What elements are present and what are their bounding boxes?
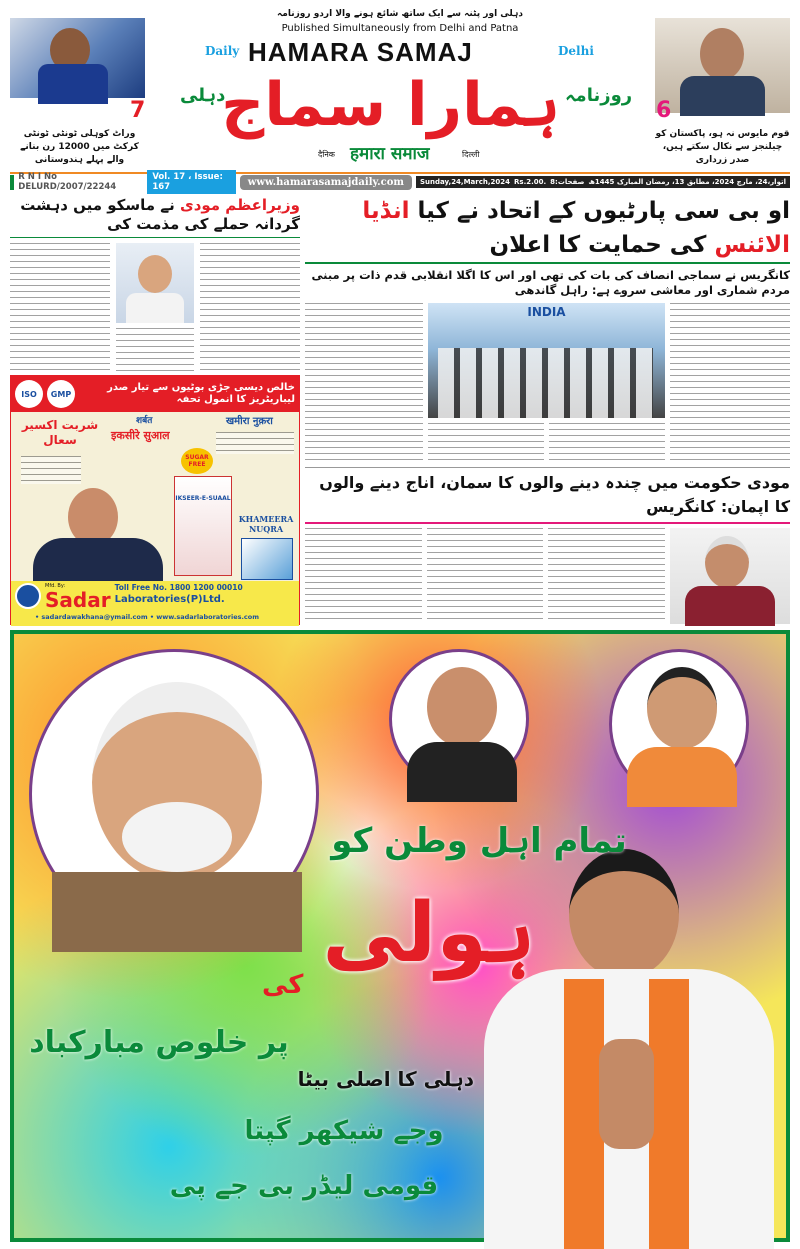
ad-model-photo [23, 488, 173, 581]
volume-issue: Vol. 17 ، Issue: 167 [147, 170, 235, 194]
holi-title: ہولی [322, 886, 536, 981]
main-story-column [428, 423, 544, 462]
masthead-daily: Daily [205, 44, 240, 58]
main-story-column [549, 423, 665, 462]
left-story-column [200, 243, 300, 372]
product1-label: IKSEER-E-SUAAL [175, 495, 231, 502]
sugar-free-badge: SUGAR FREE [181, 448, 213, 474]
second-story-column [305, 528, 422, 624]
zardari-photo [655, 18, 790, 113]
page-number-left: 7 [130, 98, 146, 123]
sadar-logo-icon [15, 583, 41, 609]
holi-tagline: دہلی کا اصلی بیٹا [297, 1067, 474, 1091]
holi-greeting-banner [10, 630, 790, 1242]
left-story-headline [10, 196, 300, 238]
masthead-hindi-title: हमारा समाज [350, 144, 430, 164]
main-headline-part: او بی سی پارٹیوں کے اتحاد نے کیا [417, 198, 790, 224]
jp-nadda-portrait [609, 649, 749, 799]
left-story-column [10, 243, 110, 372]
top-right-caption: قوم مایوس نہ ہو، پاکستان کو چیلنجز سے نکال سکتے ہیں، صدر زرداری [655, 129, 790, 165]
headline-text: نے ماسکو میں دہشت گردانہ حملے کی مذمت کی [20, 196, 300, 233]
ad-contact[interactable]: • sadardawakhana@ymail.com • www.sadarlaboratories.com [35, 613, 260, 621]
virat-kohli-photo [10, 18, 145, 98]
ad-khameera-hindi: खमीरा नुक़रा [226, 416, 273, 427]
toll-free-number: Toll Free No. 1800 1200 00010 [114, 583, 243, 592]
masthead-tagline: دہلی اور پٹنہ سے ایک ساتھ شائع ہونے والا اردو روزنامہ [277, 9, 523, 19]
india-alliance-photo [428, 303, 665, 418]
gmp-badge: GMP [47, 380, 75, 408]
masthead-roznama: روزنامہ [565, 85, 633, 106]
holi-title-bjp: قومی لیڈر بی جے پی [169, 1171, 439, 1201]
website-link[interactable]: www.hamarasamajdaily.com [240, 175, 412, 190]
masthead-hindi-city: दिल्ली [462, 150, 480, 159]
company-name: Laboratories(P)Ltd. [114, 594, 225, 605]
masthead-urdu-logo: ہمارا سماج [221, 70, 560, 140]
product2-label: KHAMEERA NUQRA [238, 514, 294, 534]
page-count: صفحات:8 [550, 178, 585, 186]
date-english: Sunday,24,March,2024 [419, 178, 511, 186]
product-box-ikseer [174, 476, 232, 576]
top-left-caption: وراٹ کوہلی ٹونٹی ٹونٹی کرکٹ میں 12000 رن بنانے والے پہلے ہندوستانی [20, 129, 139, 165]
ad-sharbat-hindi: इकसीरे सुआल [111, 429, 170, 442]
product-box-khameera [241, 538, 293, 580]
main-story-column [670, 303, 790, 462]
main-headline-highlight: انڈیا الائنس [362, 198, 790, 258]
masthead-dehli: دہلی [180, 85, 226, 106]
sadar-brand: Sadar [45, 588, 111, 612]
date-hijri: اتوار،24، مارچ 2024، مطابق 13، رمضان المبارک 1445ھ [588, 178, 786, 186]
holi-line1: تمام اہل وطن کو [331, 821, 627, 861]
left-story [10, 196, 300, 372]
second-story-column [427, 528, 544, 624]
main-headline-part: کی حمایت کا اعلان [489, 232, 707, 258]
second-story-column [548, 528, 665, 624]
rni-number: R N I No DELURD/2007/22244 [18, 172, 117, 192]
mfd-label: Mfd. By: [45, 583, 66, 589]
india-banner-text: INDIA [527, 305, 566, 319]
amit-shah-portrait [389, 649, 529, 789]
right-section [305, 194, 790, 624]
holi-ki: کی [262, 970, 304, 1000]
holi-name: وجے شیکھر گپتا [244, 1116, 444, 1146]
modi-photo-small [116, 243, 194, 323]
sadar-ad[interactable] [10, 375, 300, 625]
ad-sharbat-hindi-label: शर्बत [136, 416, 153, 426]
masthead-published: Published Simultaneously from Delhi and Patna [281, 23, 519, 34]
main-subheadline: کانگریس نے سماجی انصاف کی بات کی تھی اور اس کا اگلا انقلابی قدم ذات پر مبنی مردم شماری اور معاشی سروے ہے: راہل گاندھی [311, 268, 790, 297]
left-story-column [116, 328, 194, 372]
main-headline [305, 194, 790, 264]
masthead-title: HAMARA SAMAJ [248, 37, 473, 67]
page-number-right: 6 [656, 98, 672, 123]
main-story-column [305, 303, 423, 462]
headline-highlight: وزیراعظم مودی [179, 196, 300, 214]
iso-badge: ISO [15, 380, 43, 408]
price: Rs.2.00. [514, 178, 547, 186]
info-bar [10, 172, 790, 190]
ad-sharbat-urdu: شربت اکسیر سعال [21, 418, 99, 447]
masthead-hindi-prefix: दैनिक [318, 150, 335, 159]
masthead-city: Delhi [558, 44, 594, 58]
second-headline: مودی حکومت میں چندہ دینے والوں کا سمان، اناج دینے والوں کا اپمان: کانگریس [305, 467, 790, 524]
holi-greeting: پر خلوص مبارکباد [29, 1025, 289, 1060]
modi-portrait [29, 649, 319, 939]
jairam-ramesh-photo [670, 528, 790, 624]
ad-banner-text: خالص دیسی جڑی بوٹیوں سے تیار صدر لیباریٹریز کا انمول تحفہ [107, 382, 295, 405]
